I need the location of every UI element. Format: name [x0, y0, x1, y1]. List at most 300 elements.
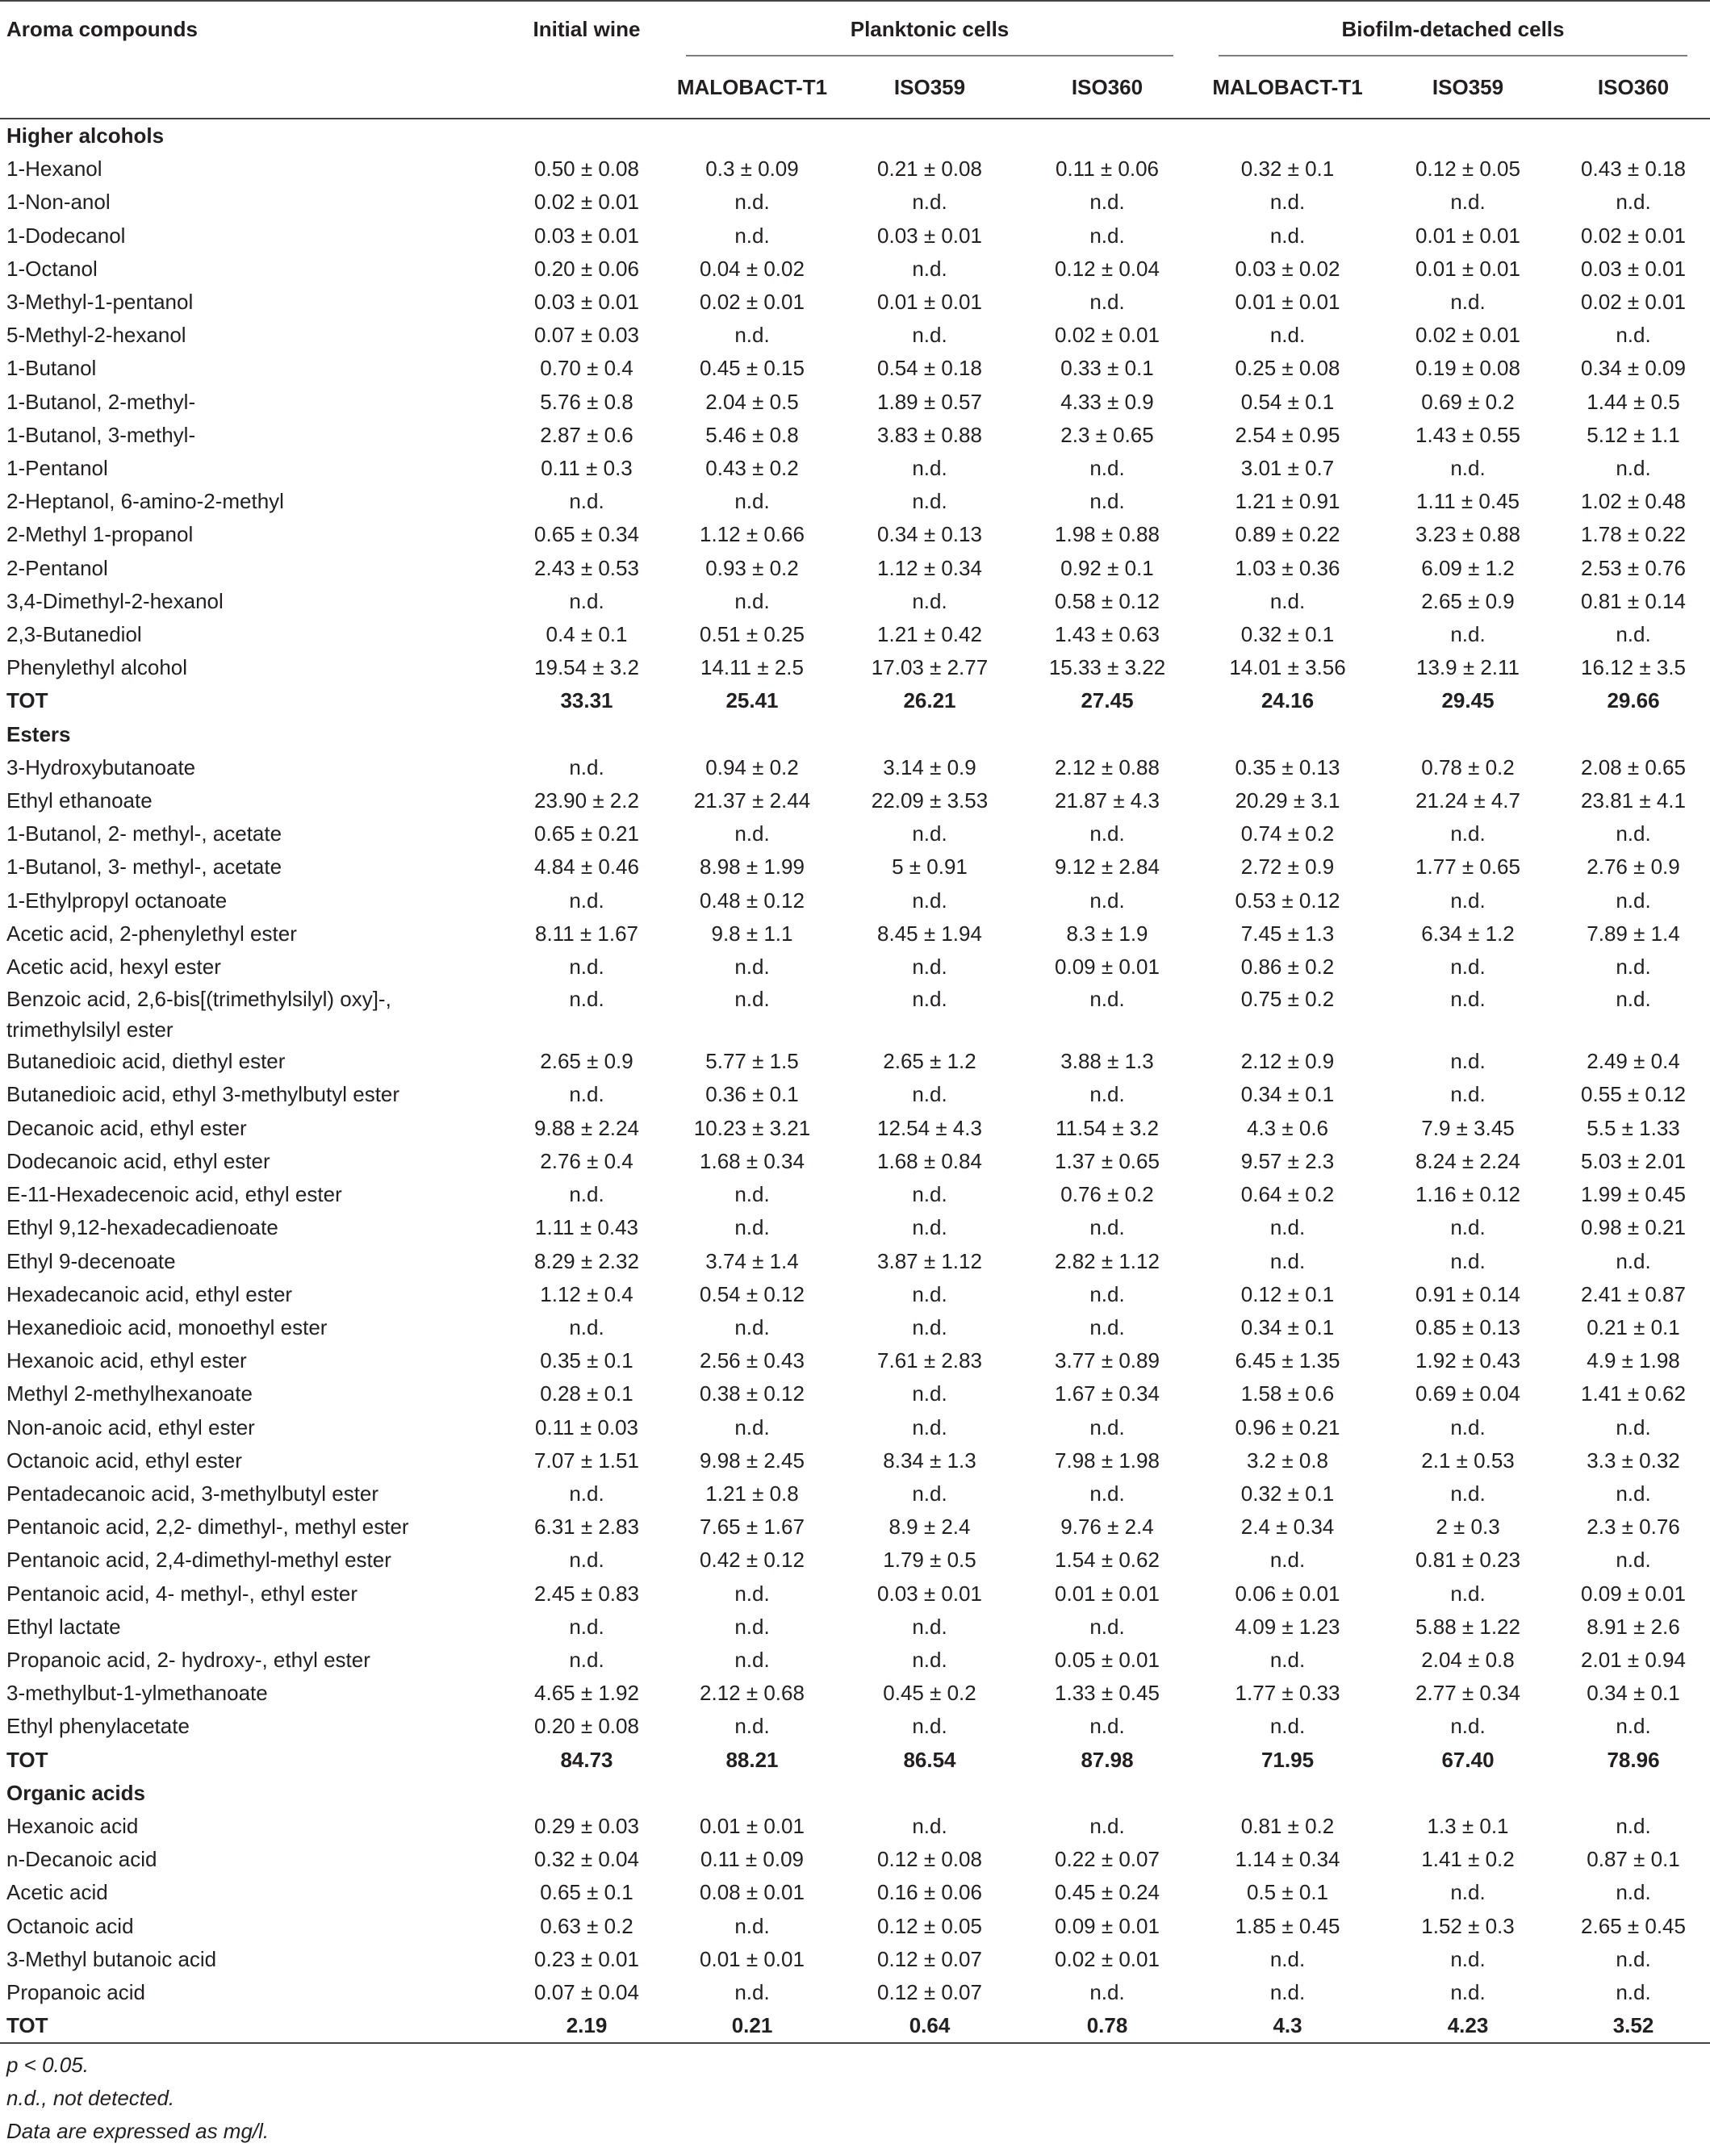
cell-value: n.d.	[1450, 1215, 1486, 1240]
cell-value: n.d.	[569, 754, 604, 779]
cell-value: 1.68 ± 0.84	[877, 1148, 982, 1173]
cell-value: 2.12 ± 0.9	[1240, 1049, 1335, 1074]
compound-name: Methyl 2-methylhexanoate	[6, 1381, 253, 1406]
cell-value: 7.9 ± 3.45	[1421, 1115, 1515, 1140]
table-row	[0, 1843, 1710, 1876]
cell-value: 0.01 ± 0.01	[1235, 290, 1340, 315]
cell-value: n.d.	[1089, 1979, 1125, 2004]
cell-value: 1.85 ± 0.45	[1235, 1913, 1340, 1938]
cell-value: 8.45 ± 1.94	[877, 921, 982, 946]
table-row	[0, 917, 1710, 951]
compound-name: 1-Pentanol	[6, 456, 108, 481]
cell-value: 15.33 ± 3.22	[1048, 655, 1166, 680]
cell-value: n.d.	[569, 1548, 604, 1573]
cell-value: 1.43 ± 0.63	[1055, 622, 1160, 647]
total-value: 29.66	[1607, 688, 1660, 713]
cell-value: 2.76 ± 0.9	[1587, 854, 1680, 880]
cell-value: n.d.	[734, 1314, 770, 1339]
cell-value: 1.21 ± 0.42	[877, 622, 982, 647]
cell-value: 3.23 ± 0.88	[1415, 522, 1520, 547]
table-row	[0, 186, 1710, 219]
cell-value: n.d.	[734, 1182, 770, 1207]
table-row	[0, 352, 1710, 385]
total-value: 88.21	[725, 1747, 779, 1772]
cell-value: n.d.	[569, 1614, 604, 1639]
table-row	[0, 618, 1710, 651]
cell-value: n.d.	[912, 1281, 947, 1306]
cell-value: 0.25 ± 0.08	[1235, 356, 1340, 381]
cell-value: 2.65 ± 0.9	[1421, 588, 1515, 613]
footnote: p < 0.05.	[6, 2053, 89, 2078]
cell-value: n.d.	[912, 323, 947, 348]
table-row	[0, 1810, 1710, 1843]
cell-value: 8.11 ± 1.67	[535, 921, 638, 946]
cell-value: 0.34 ± 0.13	[877, 522, 982, 547]
cell-value: 0.21 ± 0.08	[877, 157, 982, 182]
cell-value: n.d.	[569, 1314, 604, 1339]
compound-name: Ethyl lactate	[6, 1614, 121, 1639]
cell-value: 0.03 ± 0.01	[534, 290, 639, 315]
cell-value: 1.58 ± 0.6	[1240, 1381, 1335, 1406]
header-strain: ISO359	[841, 56, 1018, 119]
cell-value: 0.01 ± 0.01	[700, 1946, 805, 1971]
cell-value: 1.11 ± 0.45	[1416, 489, 1520, 514]
cell-value: 0.54 ± 0.18	[877, 356, 982, 381]
cell-value: 0.54 ± 0.1	[1240, 389, 1335, 414]
table-row	[0, 286, 1710, 319]
cell-value: 0.12 ± 0.07	[877, 1979, 982, 2004]
compound-name: Pentanoic acid, 2,4-dimethyl-methyl ester	[6, 1548, 391, 1573]
cell-value: 2.3 ± 0.76	[1587, 1515, 1680, 1540]
cell-value: n.d.	[1450, 1049, 1486, 1074]
cell-value: 0.64 ± 0.2	[1240, 1182, 1335, 1207]
table-row	[0, 1444, 1710, 1477]
header-strain: MALOBACT-T1	[663, 56, 841, 119]
cell-value: 3.2 ± 0.8	[1247, 1448, 1329, 1473]
compound-name: Acetic acid	[6, 1880, 108, 1905]
cell-value: n.d.	[734, 987, 770, 1012]
cell-value: 1.02 ± 0.48	[1581, 489, 1686, 514]
cell-value: 0.03 ± 0.01	[1581, 256, 1686, 281]
table-footnotes	[0, 2049, 1710, 2148]
total-value: 0.64	[841, 2009, 1018, 2043]
cell-value: 2.82 ± 1.12	[1055, 1248, 1160, 1273]
cell-value: n.d.	[1089, 290, 1125, 315]
cell-value: 2.77 ± 0.34	[1415, 1681, 1520, 1706]
cell-value: n.d.	[1089, 821, 1125, 846]
compound-name: 1-Butanol, 2- methyl-, acetate	[6, 821, 282, 846]
cell-value: 0.05 ± 0.01	[1055, 1647, 1160, 1672]
cell-value: 0.28 ± 0.1	[540, 1381, 633, 1406]
cell-value: n.d.	[1450, 1481, 1486, 1506]
compound-name: 3-methylbut-1-ylmethanoate	[6, 1681, 268, 1706]
cell-value: n.d.	[1450, 821, 1486, 846]
cell-value: 5.03 ± 2.01	[1581, 1148, 1686, 1173]
cell-value: n.d.	[1089, 1215, 1125, 1240]
cell-value: 4.9 ± 1.98	[1587, 1348, 1680, 1373]
cell-value: 2.08 ± 0.65	[1581, 754, 1686, 779]
cell-value: 1.16 ± 0.12	[1415, 1182, 1520, 1207]
cell-value: 0.45 ± 0.2	[883, 1681, 976, 1706]
table-row	[0, 817, 1710, 850]
compound-name: 2-Heptanol, 6-amino-2-methyl	[6, 489, 284, 514]
cell-value: 12.54 ± 4.3	[877, 1115, 982, 1140]
cell-value: n.d.	[1089, 1813, 1125, 1838]
cell-value: n.d.	[734, 1414, 770, 1439]
cell-value: n.d.	[1089, 489, 1125, 514]
compound-name: Butanedioic acid, diethyl ester	[6, 1049, 286, 1074]
cell-value: 1.44 ± 0.5	[1587, 389, 1680, 414]
compound-name: 3-Methyl-1-pentanol	[6, 290, 194, 315]
compound-name: 3-Methyl butanoic acid	[6, 1946, 217, 1971]
table-row	[0, 1078, 1710, 1111]
cell-value: 0.07 ± 0.03	[534, 323, 639, 348]
cell-value: n.d.	[1616, 190, 1651, 215]
compound-name: Phenylethyl alcohol	[6, 655, 188, 680]
cell-value: n.d.	[912, 1414, 947, 1439]
table-row	[0, 1278, 1710, 1311]
cell-value: n.d.	[1450, 1979, 1486, 2004]
table-row	[0, 1710, 1710, 1743]
total-row	[0, 1744, 1710, 1777]
cell-value: 0.93 ± 0.2	[705, 555, 799, 580]
total-value: 29.45	[1441, 688, 1495, 713]
cell-value: n.d.	[1450, 1082, 1486, 1107]
cell-value: n.d.	[1269, 1215, 1306, 1240]
total-value: 0.21	[663, 2009, 841, 2043]
section-header-row	[0, 1777, 1710, 1810]
cell-value: 1.41 ± 0.62	[1581, 1381, 1686, 1406]
table-row	[0, 1644, 1710, 1677]
total-value: 84.73	[560, 1747, 613, 1772]
cell-value: n.d.	[1269, 223, 1306, 248]
table-row	[0, 850, 1710, 884]
cell-value: 5 ± 0.91	[892, 854, 968, 880]
cell-value: 0.65 ± 0.1	[540, 1880, 633, 1905]
cell-value: 23.81 ± 4.1	[1581, 788, 1686, 813]
cell-value: 0.63 ± 0.2	[540, 1913, 633, 1938]
table-row	[0, 452, 1710, 485]
cell-value: 0.01 ± 0.01	[1415, 223, 1520, 248]
cell-value: 0.54 ± 0.12	[700, 1281, 805, 1306]
table-row	[0, 1045, 1710, 1078]
cell-value: 0.48 ± 0.12	[700, 888, 805, 913]
cell-value: n.d.	[569, 588, 604, 613]
cell-value: 0.03 ± 0.01	[877, 223, 982, 248]
cell-value: 3.01 ± 0.7	[1240, 456, 1335, 481]
cell-value: 4.84 ± 0.46	[534, 854, 639, 880]
cell-value: 2.01 ± 0.94	[1581, 1647, 1686, 1672]
table-row	[0, 1477, 1710, 1510]
cell-value: 1.68 ± 0.34	[700, 1148, 805, 1173]
compound-name: 1-Butanol, 2-methyl-	[6, 389, 196, 414]
cell-value: 2 ± 0.3	[1436, 1515, 1500, 1540]
cell-value: 1.79 ± 0.5	[883, 1548, 976, 1573]
cell-value: n.d.	[1089, 190, 1125, 215]
table-row	[0, 751, 1710, 784]
cell-value: 0.12 ± 0.04	[1055, 256, 1160, 281]
cell-value: 0.01 ± 0.01	[700, 1813, 805, 1838]
cell-value: n.d.	[1616, 1714, 1651, 1739]
cell-value: 0.08 ± 0.01	[700, 1880, 805, 1905]
compound-name: Decanoic acid, ethyl ester	[6, 1115, 247, 1140]
cell-value: n.d.	[912, 888, 947, 913]
compound-name: Pentanoic acid, 2,2- dimethyl-, methyl ester	[6, 1515, 409, 1540]
cell-value: 0.81 ± 0.2	[1240, 1813, 1335, 1838]
cell-value: 1.89 ± 0.57	[877, 389, 982, 414]
cell-value: 6.34 ± 1.2	[1421, 921, 1515, 946]
cell-value: 2.65 ± 1.2	[883, 1049, 976, 1074]
cell-value: n.d.	[1450, 1880, 1486, 1905]
total-value: 33.31	[560, 688, 613, 713]
cell-value: 0.74 ± 0.2	[1240, 821, 1335, 846]
cell-value: 9.98 ± 2.45	[700, 1448, 805, 1473]
cell-value: n.d.	[1616, 456, 1651, 481]
total-value: 78.96	[1607, 1747, 1660, 1772]
cell-value: 1.43 ± 0.55	[1415, 422, 1520, 447]
cell-value: 0.02 ± 0.01	[700, 290, 805, 315]
cell-value: n.d.	[1269, 190, 1306, 215]
cell-value: n.d.	[569, 1082, 604, 1107]
cell-value: 0.69 ± 0.2	[1421, 389, 1515, 414]
cell-value: 0.19 ± 0.08	[1415, 356, 1520, 381]
cell-value: 0.42 ± 0.12	[700, 1548, 805, 1573]
cell-value: 9.57 ± 2.3	[1240, 1148, 1335, 1173]
cell-value: 0.21 ± 0.1	[1587, 1314, 1680, 1339]
cell-value: n.d.	[912, 955, 947, 980]
cell-value: 0.38 ± 0.12	[700, 1381, 805, 1406]
cell-value: 0.12 ± 0.1	[1240, 1281, 1335, 1306]
table-row	[0, 984, 1710, 1045]
cell-value: 0.86 ± 0.2	[1240, 955, 1335, 980]
compound-name: Hexanedioic acid, monoethyl ester	[6, 1314, 328, 1339]
cell-value: 0.02 ± 0.01	[1415, 323, 1520, 348]
compound-name: Propanoic acid	[6, 1979, 145, 2004]
cell-value: n.d.	[1269, 1979, 1306, 2004]
cell-value: 6.09 ± 1.2	[1421, 555, 1515, 580]
total-value: 26.21	[903, 688, 956, 713]
compound-name: Hexanoic acid	[6, 1813, 139, 1838]
header-initial-wine: Initial wine	[533, 17, 641, 41]
total-value: 2.19	[510, 2009, 663, 2043]
compound-name: 3,4-Dimethyl-2-hexanol	[6, 588, 224, 613]
cell-value: 0.02 ± 0.01	[534, 190, 639, 215]
compound-name: Acetic acid, hexyl ester	[6, 955, 221, 980]
cell-value: 5.46 ± 0.8	[705, 422, 799, 447]
cell-value: 2.65 ± 0.45	[1581, 1913, 1686, 1938]
cell-value: n.d.	[569, 888, 604, 913]
cell-value: 0.87 ± 0.1	[1587, 1847, 1680, 1872]
table-row	[0, 784, 1710, 817]
cell-value: 1.12 ± 0.4	[540, 1281, 633, 1306]
cell-value: n.d.	[734, 1647, 770, 1672]
cell-value: 0.81 ± 0.14	[1581, 588, 1686, 613]
table-row	[0, 485, 1710, 518]
cell-value: 2.12 ± 0.68	[700, 1681, 805, 1706]
compound-name: Ethyl 9-decenoate	[6, 1248, 176, 1273]
cell-value: 1.77 ± 0.33	[1235, 1681, 1340, 1706]
cell-value: 4.65 ± 1.92	[534, 1681, 639, 1706]
cell-value: n.d.	[1450, 1581, 1486, 1606]
compound-name: 1-Butanol, 3-methyl-	[6, 422, 196, 447]
cell-value: n.d.	[734, 190, 770, 215]
cell-value: 1.52 ± 0.3	[1421, 1913, 1515, 1938]
cell-value: 0.12 ± 0.05	[1415, 157, 1520, 182]
cell-value: 5.76 ± 0.8	[540, 389, 633, 414]
cell-value: 0.32 ± 0.1	[1240, 1481, 1335, 1506]
cell-value: n.d.	[569, 489, 604, 514]
compound-name: Ethyl ethanoate	[6, 788, 153, 813]
cell-value: 0.5 ± 0.1	[1247, 1880, 1329, 1905]
cell-value: n.d.	[569, 987, 604, 1012]
cell-value: 2.53 ± 0.76	[1581, 555, 1686, 580]
table-row	[0, 585, 1710, 618]
cell-value: 0.20 ± 0.06	[534, 256, 639, 281]
cell-value: 0.12 ± 0.05	[877, 1913, 982, 1938]
cell-value: 8.98 ± 1.99	[700, 854, 805, 880]
total-value: 4.3	[1196, 2009, 1379, 2043]
cell-value: 2.65 ± 0.9	[540, 1049, 633, 1074]
compound-name: Pentadecanoic acid, 3-methylbutyl ester	[6, 1481, 379, 1506]
cell-value: 0.96 ± 0.21	[1235, 1414, 1340, 1439]
cell-value: n.d.	[1089, 888, 1125, 913]
cell-value: n.d.	[734, 223, 770, 248]
table-row	[0, 386, 1710, 419]
table-row	[0, 951, 1710, 984]
cell-value: 8.91 ± 2.6	[1587, 1614, 1680, 1639]
cell-value: 5.88 ± 1.22	[1415, 1614, 1520, 1639]
cell-value: 2.04 ± 0.8	[1421, 1647, 1515, 1672]
cell-value: 13.9 ± 2.11	[1416, 655, 1520, 680]
section-header-row	[0, 718, 1710, 751]
cell-value: 1.99 ± 0.45	[1581, 1182, 1686, 1207]
header-strain: MALOBACT-T1	[1196, 56, 1379, 119]
cell-value: 8.34 ± 1.3	[883, 1448, 976, 1473]
cell-value: 3.87 ± 1.12	[877, 1248, 982, 1273]
compound-name: Octanoic acid, ethyl ester	[6, 1448, 242, 1473]
table-row	[0, 1211, 1710, 1244]
table-row	[0, 1677, 1710, 1710]
cell-value: 0.16 ± 0.06	[877, 1880, 982, 1905]
compound-name: Ethyl phenylacetate	[6, 1714, 190, 1739]
cell-value: 0.35 ± 0.1	[540, 1348, 633, 1373]
cell-value: n.d.	[912, 190, 947, 215]
table-row	[0, 552, 1710, 585]
compound-name: 2,3-Butanediol	[6, 622, 142, 647]
cell-value: n.d.	[1089, 1614, 1125, 1639]
cell-value: 23.90 ± 2.2	[534, 788, 639, 813]
total-value: 67.40	[1441, 1747, 1495, 1772]
cell-value: n.d.	[1089, 987, 1125, 1012]
compound-name: Non-anoic acid, ethyl ester	[6, 1414, 255, 1439]
section-header-row	[0, 119, 1710, 153]
cell-value: n.d.	[734, 955, 770, 980]
cell-value: n.d.	[912, 1481, 947, 1506]
cell-value: 1.21 ± 0.8	[705, 1481, 799, 1506]
compound-name: Pentanoic acid, 4- methyl-, ethyl ester	[6, 1581, 357, 1606]
table-body	[0, 119, 1710, 2043]
cell-value: n.d.	[912, 1614, 947, 1639]
cell-value: 1.12 ± 0.66	[700, 522, 805, 547]
table-row	[0, 884, 1710, 917]
total-value: 86.54	[903, 1747, 956, 1772]
cell-value: 14.11 ± 2.5	[700, 655, 804, 680]
compound-name: n-Decanoic acid	[6, 1847, 157, 1872]
table-row	[0, 1943, 1710, 1976]
cell-value: n.d.	[1269, 588, 1306, 613]
cell-value: n.d.	[1616, 323, 1651, 348]
compound-name: Propanoic acid, 2- hydroxy-, ethyl ester	[6, 1647, 370, 1672]
cell-value: 2.4 ± 0.34	[1240, 1515, 1335, 1540]
table-row	[0, 419, 1710, 452]
cell-value: 1.33 ± 0.45	[1055, 1681, 1160, 1706]
cell-value: 5.12 ± 1.1	[1587, 422, 1680, 447]
total-label: TOT	[6, 1747, 48, 1772]
cell-value: n.d.	[734, 588, 770, 613]
cell-value: n.d.	[734, 1215, 770, 1240]
cell-value: 0.02 ± 0.01	[1055, 1946, 1160, 1971]
total-value: 71.95	[1261, 1747, 1315, 1772]
cell-value: 0.03 ± 0.01	[877, 1581, 982, 1606]
cell-value: 2.41 ± 0.87	[1581, 1281, 1686, 1306]
cell-value: 0.03 ± 0.02	[1235, 256, 1340, 281]
cell-value: n.d.	[1269, 323, 1306, 348]
total-value: 0.78	[1018, 2009, 1196, 2043]
cell-value: 0.34 ± 0.1	[1240, 1314, 1335, 1339]
cell-value: 2.04 ± 0.5	[705, 389, 799, 414]
cell-value: 3.74 ± 1.4	[705, 1248, 799, 1273]
cell-value: n.d.	[1616, 888, 1651, 913]
cell-value: n.d.	[1450, 888, 1486, 913]
cell-value: n.d.	[1269, 1946, 1306, 1971]
cell-value: 21.87 ± 4.3	[1055, 788, 1160, 813]
compound-name: Benzoic acid, 2,6-bis[(trimethylsilyl) oxy]-, trimethylsilyl ester	[6, 987, 391, 1042]
cell-value: 0.36 ± 0.1	[705, 1082, 799, 1107]
cell-value: 0.01 ± 0.01	[877, 290, 982, 315]
table-row	[0, 1145, 1710, 1178]
cell-value: n.d.	[1450, 290, 1486, 315]
cell-value: n.d.	[912, 987, 947, 1012]
cell-value: 1.21 ± 0.91	[1235, 489, 1340, 514]
cell-value: 1.54 ± 0.62	[1055, 1548, 1160, 1573]
compound-name: 2-Pentanol	[6, 555, 108, 580]
cell-value: n.d.	[1616, 821, 1651, 846]
table-row	[0, 1245, 1710, 1278]
table-row	[0, 518, 1710, 551]
cell-value: 8.24 ± 2.24	[1415, 1148, 1520, 1173]
cell-value: 11.54 ± 3.2	[1056, 1115, 1159, 1140]
cell-value: 5.5 ± 1.33	[1587, 1115, 1680, 1140]
cell-value: n.d.	[734, 1614, 770, 1639]
cell-value: 0.50 ± 0.08	[534, 157, 639, 182]
cell-value: n.d.	[1616, 987, 1651, 1012]
table-row	[0, 1611, 1710, 1644]
cell-value: 0.09 ± 0.01	[1055, 1913, 1160, 1938]
cell-value: 0.78 ± 0.2	[1421, 754, 1515, 779]
compound-name: 1-Non-anol	[6, 190, 111, 215]
cell-value: 1.14 ± 0.34	[1235, 1847, 1340, 1872]
cell-value: 0.06 ± 0.01	[1235, 1581, 1340, 1606]
cell-value: 4.09 ± 1.23	[1235, 1614, 1340, 1639]
cell-value: n.d.	[1089, 1414, 1125, 1439]
cell-value: 4.3 ± 0.6	[1247, 1115, 1329, 1140]
cell-value: n.d.	[1616, 1946, 1651, 1971]
cell-value: 4.33 ± 0.9	[1060, 389, 1154, 414]
header-planktonic-cells: Planktonic cells	[663, 1, 1196, 56]
cell-value: 0.32 ± 0.1	[1240, 622, 1335, 647]
cell-value: n.d.	[734, 1979, 770, 2004]
table-row	[0, 1112, 1710, 1145]
